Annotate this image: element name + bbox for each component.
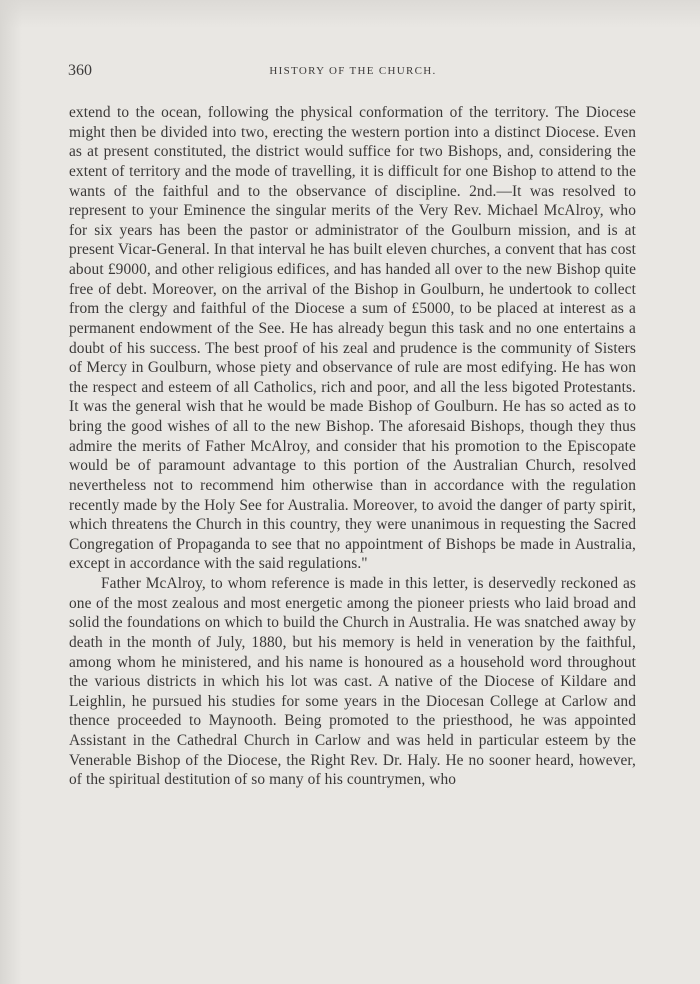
body-text (69, 103, 636, 790)
paragraph-letter-continuation: extend to the ocean, following the physical conformation of the territory. The Diocese might then be divided into two, erecting the western portion into a distinct Diocese. Even as at present constituted, the district would suffice for two Bishops, and, considering the extent of territory and the mode of travelling, it is difficult for one Bishop to attend to the wants of the faithful and to the observance of discipline. 2nd.—It was resolved to represent to your Eminence the singular merits of the Very Rev. Michael McAlroy, who for six years has been the pastor or administrator of the Goulburn mission, and is at present Vicar-General. In that interval he has built eleven churches, a convent that has cost about £9000, and other religious edifices, and has handed all over to the new Bishop quite free of debt. Moreover, on the arrival of the Bishop in Goulburn, he undertook to collect from the clergy and faithful of the Diocese a sum of £5000, to be placed at interest as a permanent endowment of the See. He has already begun this task and no one entertains a doubt of his success. The best proof of his zeal and prudence is the community of Sisters of Mercy in Goulburn, whose piety and observance of rule are most edifying. He has won the respect and esteem of all Catholics, rich and poor, and all the less bigoted Protestants. It was the general wish that he would be made Bishop of Goulburn. He has so acted as to bring the good wishes of all to the new Bishop. The aforesaid Bishops, though they thus admire the merits of Father McAlroy, and consider that his promotion to the Episcopate would be of paramount advantage to this portion of the Australian Church, resolved nevertheless not to recommend him otherwise than in accordance with the regulation recently made by the Holy See for Australia. Moreover, to avoid the danger of party spirit, which threatens the Church in this country, they were unanimous in requesting the Sacred Congregation of Propaganda to see that no appointment of Bishops be made in Australia, except in accordance with the said regulations." (69, 104, 636, 573)
running-head: HISTORY OF THE CHURCH. (269, 65, 437, 77)
paragraph-father-mcalroy: Father McAlroy, to whom reference is made in this letter, is deservedly reckoned as one of the most zealous and most energetic among the pioneer priests who laid broad and solid the foundations on which to build the Church in Australia. He was snatched away by death in the month of July, 1880, but his memory is held in veneration by the faithful, among whom he ministered, and his name is honoured as a household word throughout the various districts in which his lot was cast. A native of the Diocese of Kildare and Leighlin, he pursued his studies for some years in the Diocesan College at Carlow and thence proceeded to Maynooth. Being promoted to the priesthood, he was appointed Assistant in the Cathedral Church in Carlow and was held in particular esteem by the Venerable Bishop of the Diocese, the Right Rev. Dr. Haly. He no sooner heard, however, of the spiritual destitution of so many of his countrymen, who (69, 575, 636, 789)
page-edge-shadow-top (0, 0, 700, 28)
page-number: 360 (68, 62, 92, 79)
page-header (68, 62, 638, 88)
page-edge-shadow-left (0, 0, 22, 984)
